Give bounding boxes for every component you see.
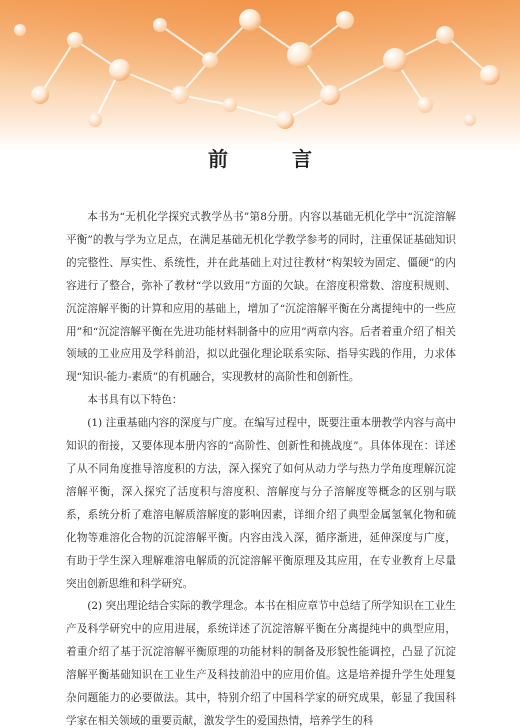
preface-body bbox=[66, 206, 456, 728]
paragraph-intro: 本书为“无机化学探究式教学丛书”第8分册。内容以基础无机化学中“沉淀溶解平衡”的教与学为立足点，在满足基础无机化学教学参考的同时，注重保证基础知识的完整性、厚实性、系统性，并在此基础上对过往教材“构架较为固定、僵硬”的内容进行了整合，弥补了教材“学以致用”方面的欠缺。在溶度积常数、溶度积规则、沉淀溶解平衡的计算和应用的基础上，增加了“沉淀溶解平衡在分离提纯中的一些应用”和“沉淀溶解平衡在先进功能材料制备中的应用”两章内容。后者着重介绍了相关领域的工业应用及学科前沿，拟以此强化理论联系实际、指导实践的作用，力求体现“知识-能力-素质”的有机融合，实现教材的高阶性和创新性。 bbox=[66, 211, 456, 384]
page-title: 前 言 bbox=[208, 147, 334, 171]
molecular-header-illustration bbox=[0, 0, 520, 150]
paragraph-feature-1: (1) 注重基础内容的深度与广度。在编写过程中，既要注重本册教学内容与高中知识的衔接，又要体现本册内容的“高阶性、创新性和挑战度”。具体体现在：详述了从不同角度推导溶度积的方法，深入探究了如何从动力学与热力学角度理解沉淀溶解平衡，深入探究了活度积与溶度积、溶解度与分子溶解度等概念的区别与联系，系统分析了难溶电解质溶解度的影响因素，详细介绍了典型金属氢氧化物和硫化物等难溶化合物的沉淀溶解平衡。内容由浅入深，循序渐进，延伸深度与广度，有助于学生深入理解难溶电解质的沉淀溶解平衡原理及其应用，在专业教育上尽量突出创新思维和科学研究。 bbox=[66, 417, 456, 590]
paragraph-features-lead: 本书具有以下特色： bbox=[87, 394, 183, 407]
paragraph-feature-2: (2) 突出理论结合实际的教学理念。本书在相应章节中总结了所学知识在工业生产及科学研究中的应用进展，系统详述了沉淀溶解平衡在分离提纯中的典型应用，着重介绍了基于沉淀溶解平衡原理的功能材料的制备及形貌性能调控，凸显了沉淀溶解平衡基础知识在工业生产及科技前沿中的应用价值。这是培养提升学生处理复杂问题能力的必要做法。其中，特别介绍了中国科学家的研究成果，彰显了我国科学家在相关领域的重要贡献，激发学生的爱国热情，培养学生的科 bbox=[66, 600, 456, 727]
